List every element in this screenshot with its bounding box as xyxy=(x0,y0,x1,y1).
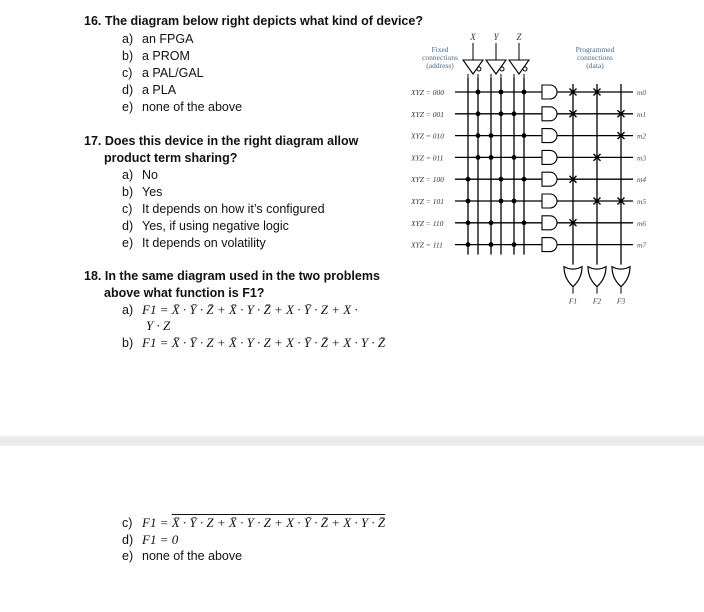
q18-option-c-letter: c) xyxy=(122,516,133,530)
and-gate-5-icon xyxy=(542,194,557,208)
or-gate-2-icon xyxy=(588,267,606,287)
minterm-label-3: m3 xyxy=(637,153,647,163)
fixed-connection-dot xyxy=(522,90,527,95)
fixed-connection-dot xyxy=(466,220,471,225)
q17-option-c: It depends on how it’s configured xyxy=(142,202,325,216)
fixed-connection-dot xyxy=(522,220,527,225)
fixed-connection-dot xyxy=(476,133,481,138)
input-label-z: Z xyxy=(516,32,522,42)
rom-diagram-svg xyxy=(385,30,660,330)
minterm-label-6: m6 xyxy=(637,218,647,228)
q17-option-a: No xyxy=(142,168,158,182)
q17-option-d-letter: d) xyxy=(122,219,134,233)
q16-question: 16. The diagram below right depicts what kind of device? xyxy=(84,14,423,28)
q17-option-d: Yes, if using negative logic xyxy=(142,219,289,233)
fixed-connection-dot xyxy=(499,177,504,182)
q16-option-a: an FPGA xyxy=(142,32,194,46)
q17-question-line2: product term sharing? xyxy=(104,151,238,165)
q18-option-b-letter: b) xyxy=(122,336,134,350)
q18-option-e-letter: e) xyxy=(122,549,134,563)
row-label-1: XYZ = 001 xyxy=(411,109,444,119)
q18-option-c-expr: X̄ · Ȳ · Z + X̄ · Y · Z + X · Ȳ · Z̄ + X · Y · Z̄ xyxy=(171,515,386,530)
q16-option-b: a PROM xyxy=(142,49,190,63)
fixed-caption-line2: connections xyxy=(422,53,458,62)
q18-option-c xyxy=(142,515,385,530)
and-gate-6-icon xyxy=(542,216,557,230)
output-label-2: F2 xyxy=(592,296,602,306)
input-label-x: X xyxy=(470,32,476,42)
or-gate-3-icon xyxy=(612,267,630,287)
output-label-3: F3 xyxy=(616,296,626,306)
row-label-6: XYZ = 110 xyxy=(411,218,444,228)
programmed-caption-line2: connections xyxy=(577,53,613,62)
and-gate-4-icon xyxy=(542,172,557,186)
and-gate-7-icon xyxy=(542,238,557,252)
fixed-connection-dot xyxy=(512,199,517,204)
q18-option-d-letter: d) xyxy=(122,533,134,547)
minterm-label-5: m5 xyxy=(637,197,647,206)
fixed-connection-dot xyxy=(476,155,481,160)
q18-option-d: F1 = 0 xyxy=(142,532,179,547)
fixed-connection-dot xyxy=(512,242,517,247)
fixed-connection-dot xyxy=(466,199,471,204)
fixed-connection-dot xyxy=(476,111,481,116)
q17-question-line1: 17. Does this device in the right diagram allow xyxy=(84,134,359,148)
fixed-connection-dot xyxy=(489,220,494,225)
fixed-connection-dot xyxy=(522,177,527,182)
q16-option-a-letter: a) xyxy=(122,32,134,46)
programmed-caption-line3: (data) xyxy=(586,61,604,70)
row-label-4: XYZ = 100 xyxy=(411,175,444,185)
minterm-label-1: m1 xyxy=(637,109,647,119)
row-label-0: XYZ = 000 xyxy=(411,88,444,97)
row-label-5: XYZ = 101 xyxy=(411,197,444,206)
q16-option-d-letter: d) xyxy=(122,83,134,97)
q18-option-a-letter: a) xyxy=(122,303,134,317)
rom-diagram xyxy=(385,30,660,330)
fixed-caption xyxy=(415,46,465,70)
row-label-3: XYZ = 011 xyxy=(411,153,444,163)
and-gate-1-icon xyxy=(542,107,557,121)
q18-option-c-prefix: F1 = xyxy=(142,515,172,530)
q16-option-d: a PLA xyxy=(142,83,177,97)
fixed-connection-dot xyxy=(489,155,494,160)
q17-option-c-letter: c) xyxy=(122,202,133,216)
q18-question-line1: 18. In the same diagram used in the two problems xyxy=(84,269,380,283)
row-label-2: XYZ = 010 xyxy=(411,131,444,141)
minterm-label-0: m0 xyxy=(637,88,647,97)
inverter-bubble-z-icon xyxy=(523,67,527,71)
programmed-caption xyxy=(560,46,630,70)
q18-option-a-line1: F1 = X̄ · Ȳ · Z̄ + X̄ · Y · Z̄ + X · Ȳ · Z + X · xyxy=(142,302,358,317)
and-gate-3-icon xyxy=(542,150,557,164)
row-label-7: XYZ = 111 xyxy=(411,240,443,250)
fixed-connection-dot xyxy=(466,177,471,182)
fixed-caption-line3: (address) xyxy=(426,61,454,70)
sheet-bottom xyxy=(0,446,704,612)
minterm-label-7: m7 xyxy=(637,240,647,250)
q18-option-e: none of the above xyxy=(142,549,243,563)
programmed-caption-line1: Programmed xyxy=(575,45,615,54)
page-divider xyxy=(0,436,704,446)
q17-option-b-letter: b) xyxy=(122,185,134,199)
output-label-1: F1 xyxy=(568,296,578,306)
and-gate-2-icon xyxy=(542,129,557,143)
q18-question-line2: above what function is F1? xyxy=(104,286,265,300)
q16-option-c-letter: c) xyxy=(122,66,133,80)
fixed-connection-dot xyxy=(489,133,494,138)
fixed-caption-line1: Fixed xyxy=(431,45,449,54)
or-gate-1-icon xyxy=(564,267,582,287)
q17-option-e-letter: e) xyxy=(122,236,134,250)
fixed-connection-dot xyxy=(466,242,471,247)
q18-option-a-line2: Y · Z xyxy=(146,318,171,333)
fixed-connection-dot xyxy=(512,111,517,116)
minterm-label-4: m4 xyxy=(637,175,647,185)
q16-option-c: a PAL/GAL xyxy=(142,66,204,80)
q17-option-b: Yes xyxy=(142,185,163,199)
fixed-connection-dot xyxy=(489,242,494,247)
fixed-connection-dot xyxy=(499,90,504,95)
minterm-label-2: m2 xyxy=(637,131,647,141)
input-label-y: Y xyxy=(493,32,499,42)
q16-option-b-letter: b) xyxy=(122,49,134,63)
q16-option-e: none of the above xyxy=(142,100,243,114)
and-gate-0-icon xyxy=(542,85,557,99)
fixed-connection-dot xyxy=(522,133,527,138)
q16-option-e-letter: e) xyxy=(122,100,134,114)
inverter-bubble-x-icon xyxy=(477,67,481,71)
fixed-connection-dot xyxy=(499,199,504,204)
inverter-bubble-y-icon xyxy=(500,67,504,71)
fixed-connection-dot xyxy=(476,90,481,95)
q17-option-a-letter: a) xyxy=(122,168,134,182)
fixed-connection-dot xyxy=(499,111,504,116)
q18-option-b: F1 = X̄ · Ȳ · Z + X̄ · Y · Z + X · Ȳ · Z̄ + X · Y · Z̄ xyxy=(142,335,386,350)
q17-option-e: It depends on volatility xyxy=(142,236,266,250)
fixed-connection-dot xyxy=(512,155,517,160)
